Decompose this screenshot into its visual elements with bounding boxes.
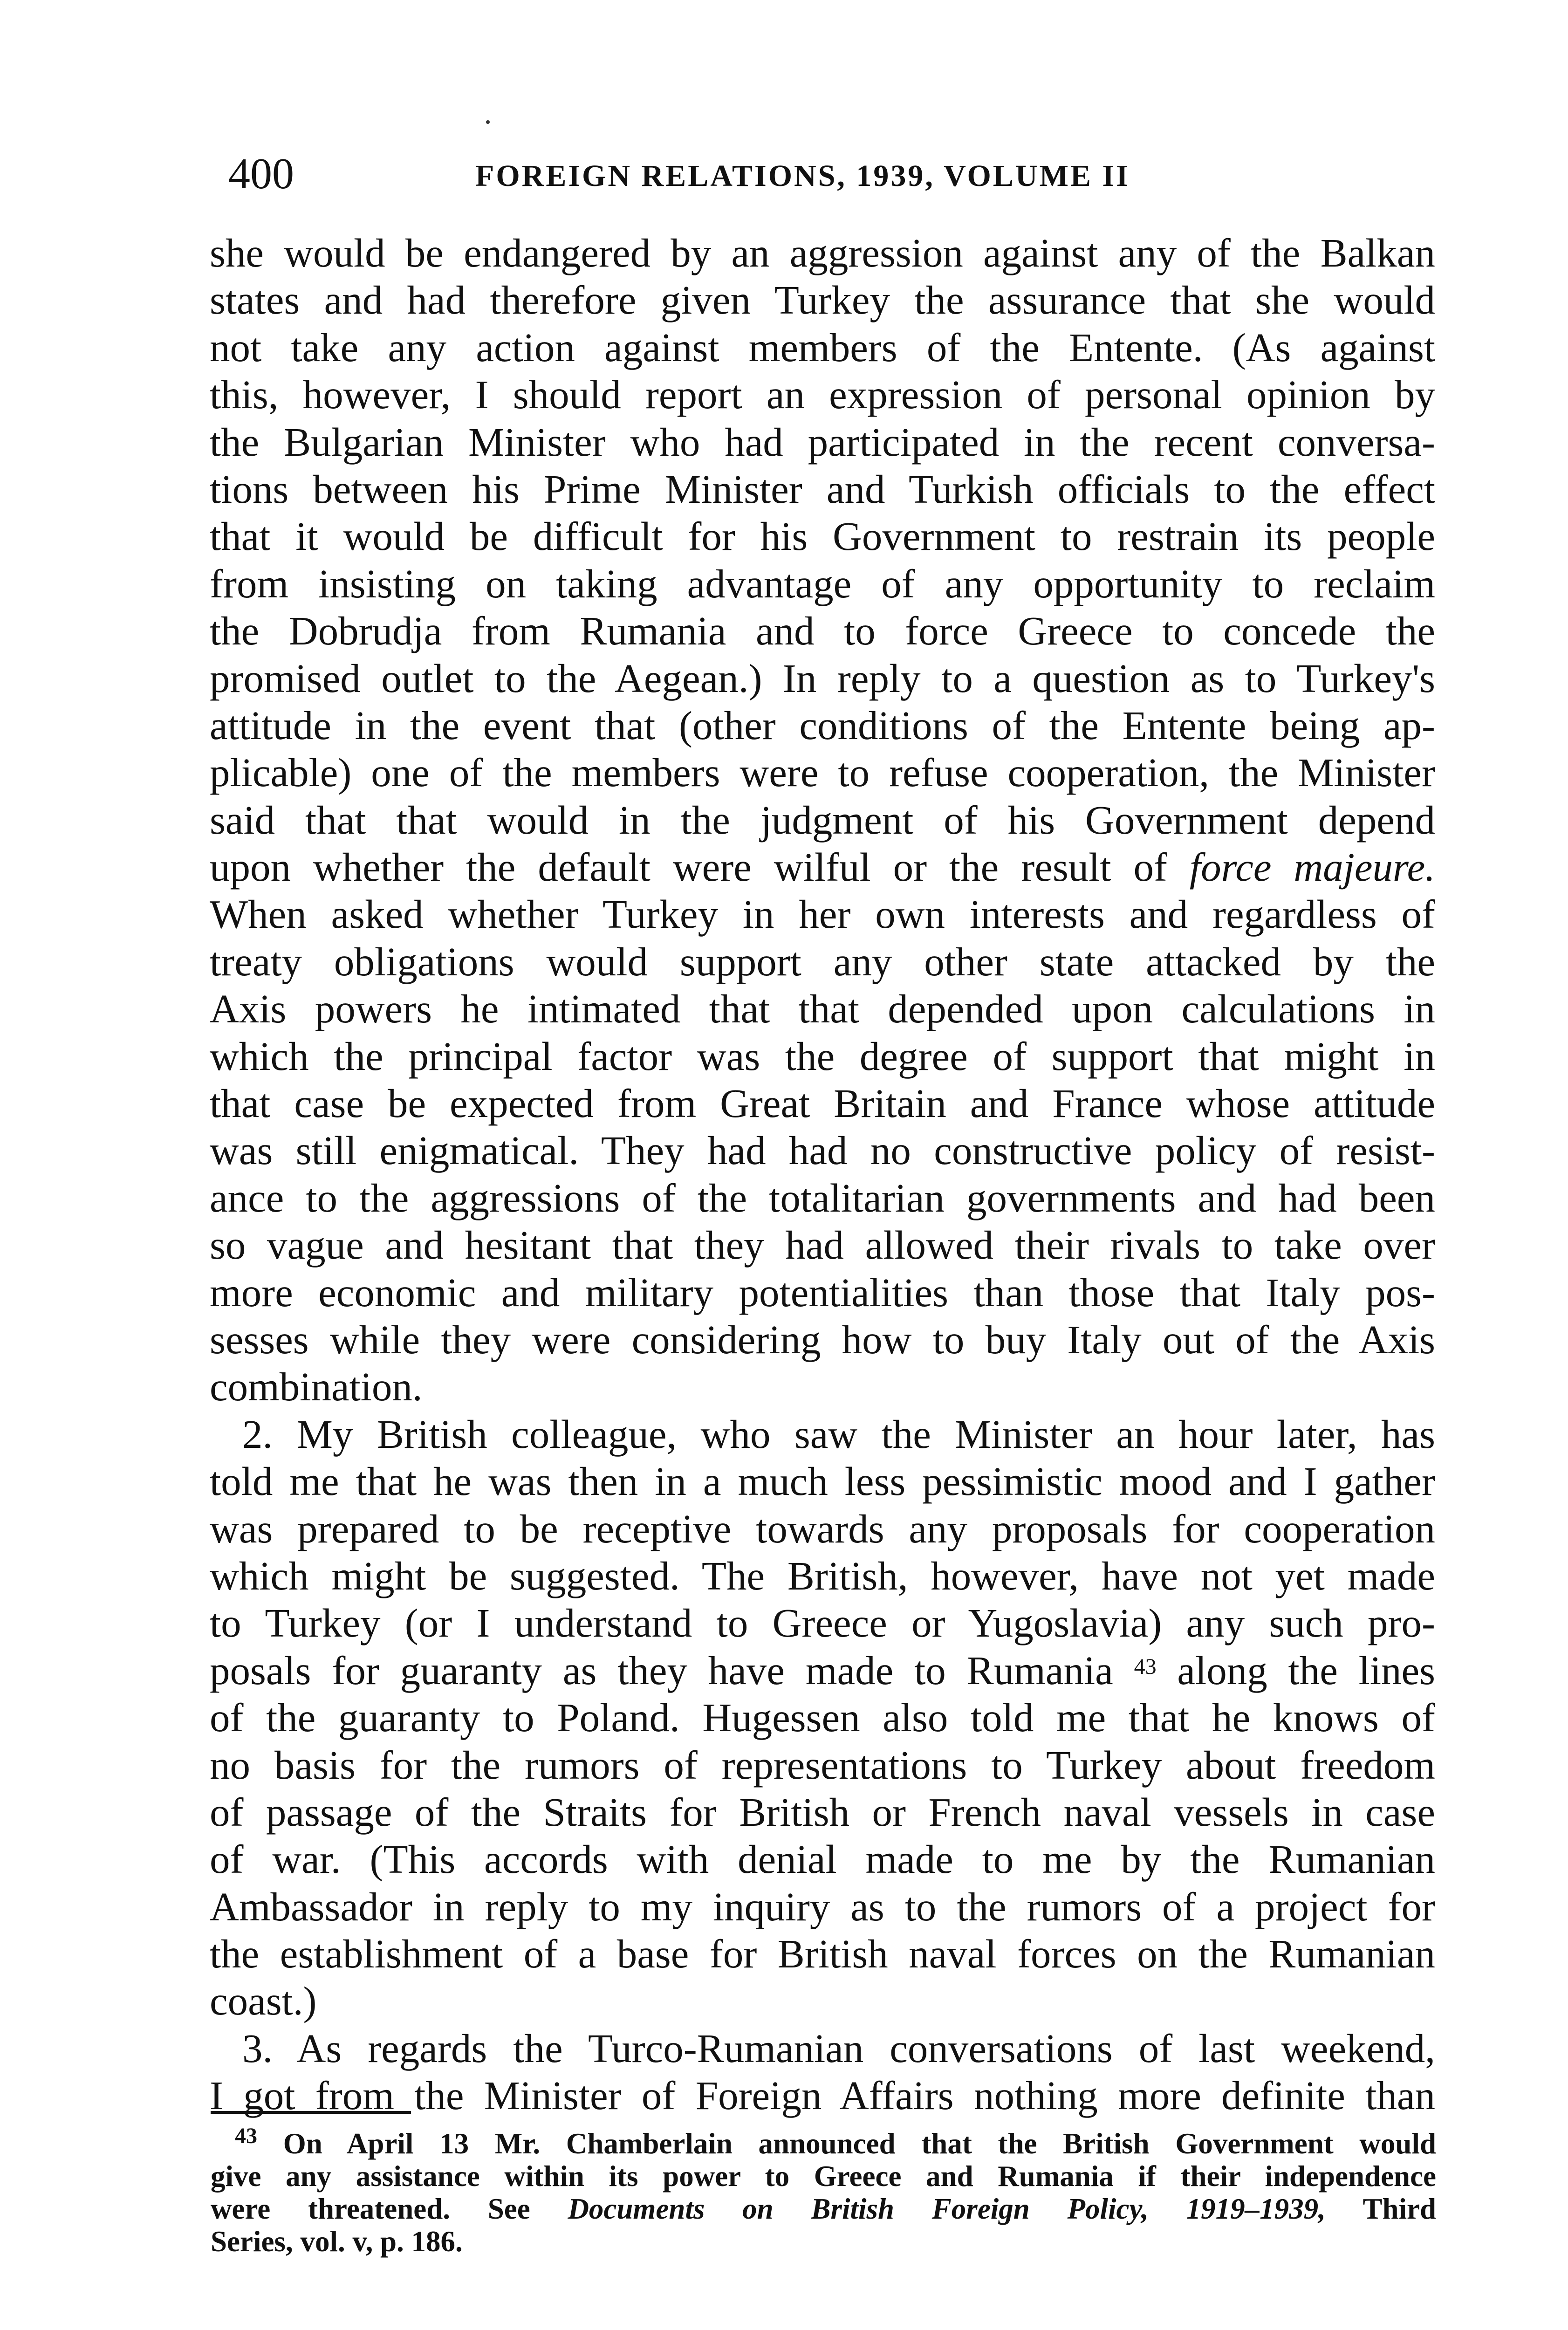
text-line: which might be suggested. The British, however, have not yet made xyxy=(210,1553,1435,1598)
text-line: 3. As regards the Turco-Rumanian conversations of last weekend, xyxy=(242,2025,1435,2071)
text-line: coast.) xyxy=(210,1978,317,2024)
text-line: Axis powers he intimated that that depended upon calculations in xyxy=(210,986,1435,1032)
text-line: sesses while they were considering how to buy Italy out of the Axis xyxy=(210,1316,1435,1362)
text-line: she would be endangered by an aggression against any of the Balkan xyxy=(210,230,1435,275)
footnote xyxy=(211,2124,1437,2258)
text-line: plicable) one of the members were to refuse cooperation, the Minister xyxy=(210,750,1435,795)
text-line: tions between his Prime Minister and Turkish officials to the effect xyxy=(210,466,1435,512)
footnote-line: give any assistance within its power to Greece and Rumania if their independence xyxy=(211,2160,1436,2193)
text-line: to Turkey (or I understand to Greece or Yugoslavia) any such pro- xyxy=(210,1600,1435,1646)
footnote-line: Series, vol. v, p. 186. xyxy=(211,2225,463,2258)
footnote-reference[interactable]: 43 xyxy=(1134,1654,1157,1679)
text-segment: posals for guaranty as they have made to Rumania xyxy=(210,1647,1113,1693)
text-line: said that that would in the judgment of his Government depend xyxy=(210,797,1435,843)
running-title: FOREIGN RELATIONS, 1939, VOLUME II xyxy=(475,159,1130,193)
text-line: states and had therefore given Turkey the assurance that she would xyxy=(210,277,1435,323)
text-line: I got from the Minister of Foreign Affairs nothing more definite than xyxy=(210,2073,1435,2118)
text-line: the establishment of a base for British naval forces on the Rumanian xyxy=(210,1931,1435,1977)
text-line: of passage of the Straits for British or French naval vessels in case xyxy=(210,1789,1435,1835)
text-line: told me that he was then in a much less pessimistic mood and I gather xyxy=(210,1459,1435,1504)
text-line: Ambassador in reply to my inquiry as to the rumors of a project for xyxy=(210,1884,1435,1929)
text-line: no basis for the rumors of representations to Turkey about freedom xyxy=(210,1742,1435,1788)
text-line: this, however, I should report an expression of personal opinion by xyxy=(210,372,1435,418)
page-number: 400 xyxy=(228,150,294,198)
text-line-with-footnote-ref xyxy=(210,1647,1435,1694)
text-line: was prepared to be receptive towards any proposals for cooperation xyxy=(210,1506,1435,1551)
body-text xyxy=(210,229,1435,2119)
footnote-line-with-italic xyxy=(211,2193,1436,2225)
text-line: that it would be difficult for his Government to restrain its people xyxy=(210,514,1435,559)
text-segment: along the lines xyxy=(1156,1647,1435,1693)
text-segment: Third xyxy=(1363,2193,1437,2225)
text-line: was still enigmatical. They had had no constructive policy of resist- xyxy=(210,1128,1435,1173)
text-line: which the principal factor was the degree of support that might in xyxy=(210,1033,1435,1079)
text-line: the Dobrudja from Rumania and to force Greece to concede the xyxy=(210,608,1435,654)
text-line: combination. xyxy=(210,1364,423,1410)
print-speck xyxy=(486,120,490,124)
text-line: ance to the aggressions of the totalitarian governments and had been xyxy=(210,1175,1435,1220)
text-line: When asked whether Turkey in her own interests and regardless of xyxy=(210,891,1435,937)
footnote-divider xyxy=(211,2111,411,2114)
text-line: treaty obligations would support any other state attacked by the xyxy=(210,939,1435,984)
text-line: that case be expected from Great Britain and France whose attitude xyxy=(210,1081,1435,1126)
footnote-marker: 43 xyxy=(235,2124,257,2148)
text-line: promised outlet to the Aegean.) In reply to a question as to Turkey's xyxy=(210,655,1435,701)
text-line: the Bulgarian Minister who had participated in the recent conversa- xyxy=(210,419,1435,465)
text-line: of war. (This accords with denial made to me by the Rumanian xyxy=(210,1837,1435,1882)
italic-title: Documents on British Foreign Policy, 1919–1939, xyxy=(568,2193,1326,2225)
text-line: of the guaranty to Poland. Hugessen also told me that he knows of xyxy=(210,1695,1435,1741)
text-segment: On April 13 Mr. Chamberlain announced that the British Government would xyxy=(283,2127,1437,2160)
text-line: 2. My British colleague, who saw the Minister an hour later, has xyxy=(242,1411,1435,1457)
footnote-line xyxy=(211,2124,1437,2160)
italic-phrase: force majeure. xyxy=(1189,844,1435,890)
text-line-with-italic xyxy=(210,843,1435,891)
text-line: attitude in the event that (other conditions of the Entente being ap- xyxy=(210,702,1435,748)
running-header xyxy=(228,148,1421,199)
text-line: so vague and hesitant that they had allowed their rivals to take over xyxy=(210,1222,1435,1268)
text-line: from insisting on taking advantage of any opportunity to reclaim xyxy=(210,561,1435,606)
text-segment: upon whether the default were wilful or the result of xyxy=(210,844,1167,890)
text-line: more economic and military potentialities than those that Italy pos- xyxy=(210,1269,1435,1315)
text-line: not take any action against members of the Entente. (As against xyxy=(210,324,1435,370)
text-segment: were threatened. See xyxy=(211,2193,530,2225)
